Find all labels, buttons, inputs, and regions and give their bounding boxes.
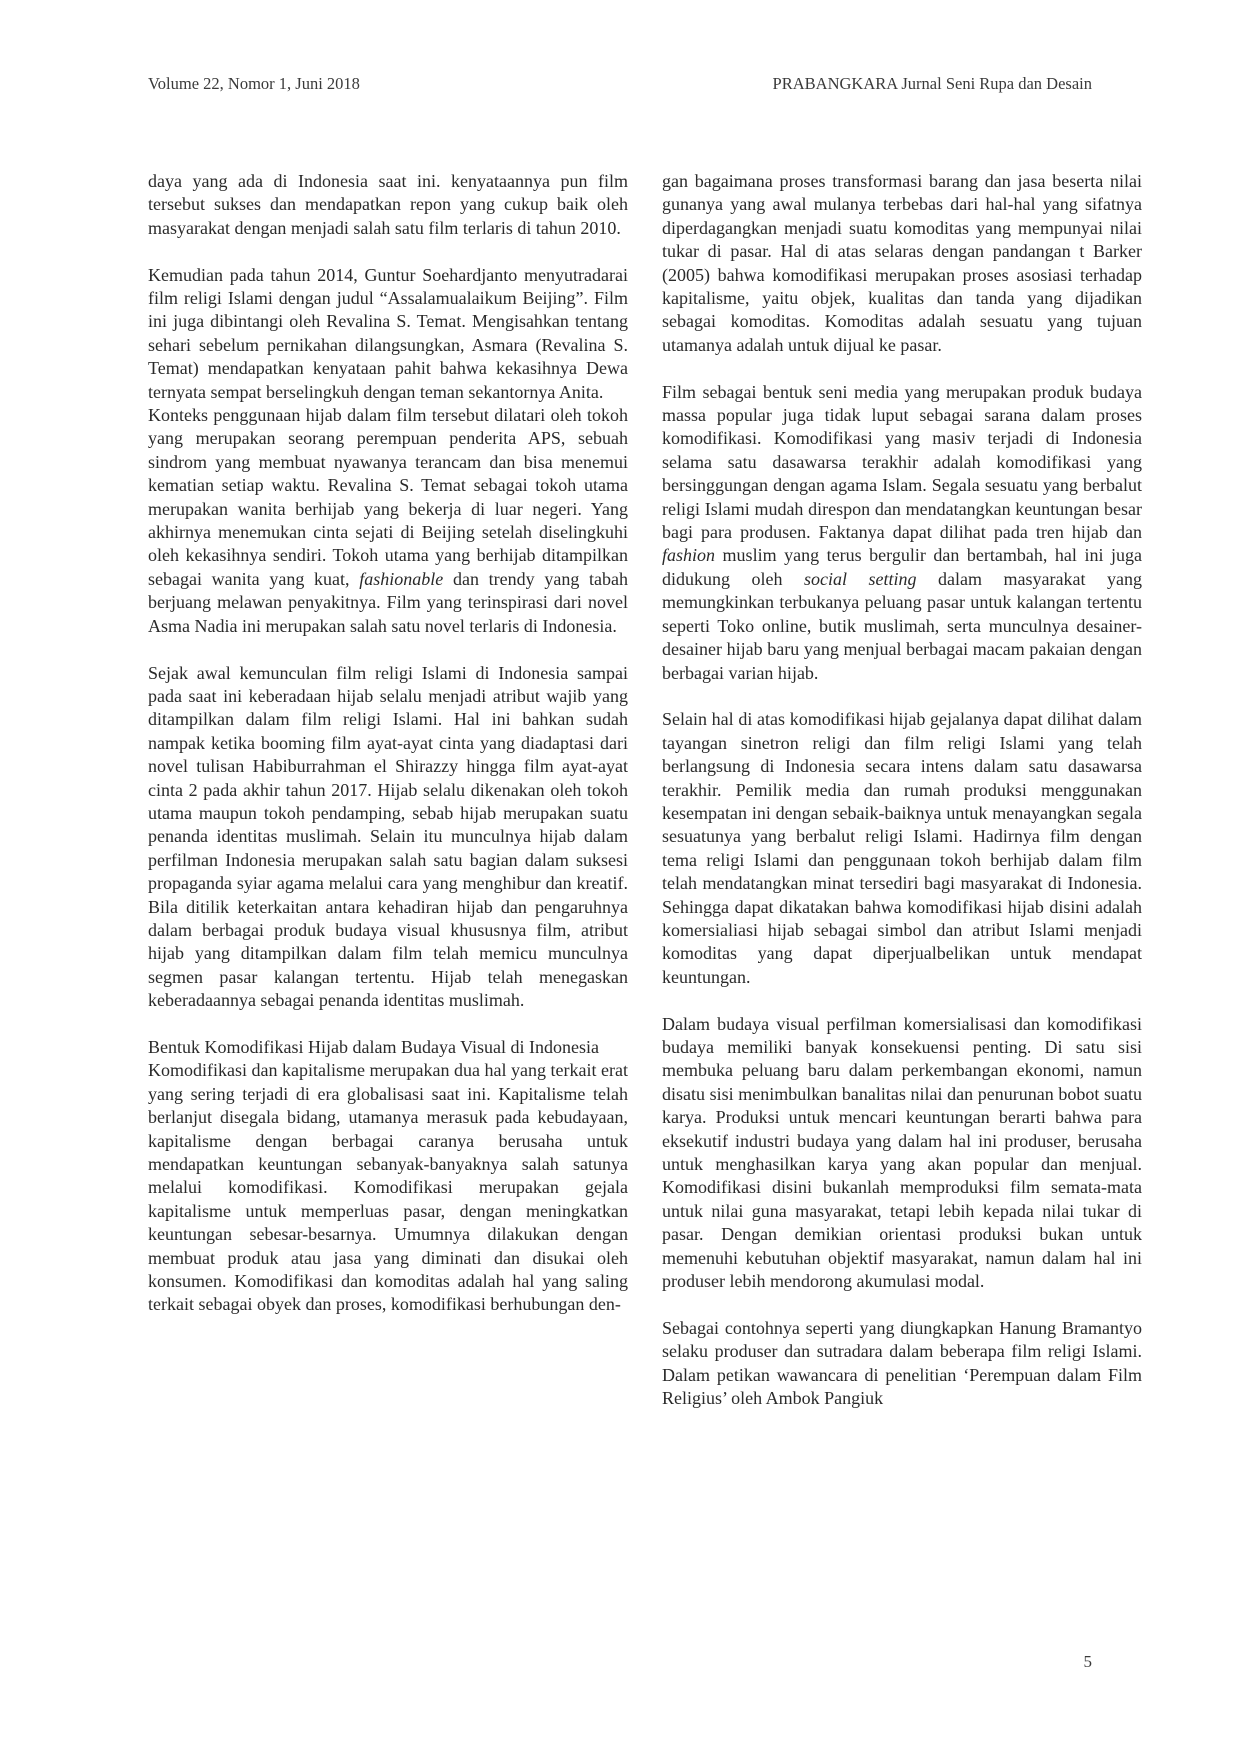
- paragraph: Selain hal di atas komodifikasi hijab gejalanya dapat dilihat dalam tayangan sinetron religi dan film religi Islami yang telah berlangsung di Indonesia secara intens dalam satu dasawarsa terakhir. Pemilik media dan rumah produksi menggunakan kesempatan ini dengan sebaik-baiknya untuk menayangkan segala sesuatunya yang berbalut religi Islami. Hadirnya film dengan tema religi Islami dan penggunaan tokoh berhijab dalam film telah mendatangkan minat tersediri bagi masyarakat di Indonesia. Sehingga dapat dikatakan bahwa komodifikasi hijab disini adalah komersialiasi hijab sebagai simbol dan atribut Islami menjadi komoditas yang dapat diperjualbelikan untuk mendapat keuntungan.: [662, 709, 1142, 987]
- paragraph: [662, 381, 1142, 685]
- paragraph: daya yang ada di Indonesia saat ini. kenyataannya pun film tersebut sukses dan mendapatkan repon yang cukup baik oleh masyarakat dengan menjadi salah satu film terlaris di tahun 2010.: [148, 171, 628, 238]
- paragraph-text: dan trendy yang tabah berjuang melawan penyakitnya. Film yang terinspirasi dari novel Asma Nadia ini merupakan salah satu novel terlaris di Indonesia.: [148, 568, 628, 636]
- italic-term: social setting: [804, 568, 917, 589]
- paragraph: [148, 404, 628, 638]
- right-column: [662, 170, 1142, 1410]
- journal-name: PRABANGKARA Jurnal Seni Rupa dan Desain: [772, 74, 1092, 93]
- paragraph: gan bagaimana proses transformasi barang dan jasa beserta nilai gunanya yang awal mulanya terbebas dari hal-hal yang sifatnya diperdagangkan menjadi suatu komoditas yang mempunyai nilai tukar di pasar. Hal di atas selaras dengan pandangan t Barker (2005) bahwa komodifikasi merupakan proses asosiasi terhadap kapitalisme, yaitu objek, kualitas dan tanda yang dijadikan sebagai komoditas. Komoditas adalah sesuatu yang tujuan utamanya adalah untuk dijual ke pasar.: [662, 171, 1142, 355]
- running-header: [148, 74, 1092, 98]
- journal-volume: Volume 22, Nomor 1, Juni 2018: [148, 74, 360, 93]
- section-heading: Bentuk Komodifikasi Hijab dalam Budaya Visual di Indonesia: [148, 1036, 600, 1057]
- italic-term: fashion: [662, 545, 716, 566]
- paragraph: Kemudian pada tahun 2014, Guntur Soehardjanto menyutradarai film religi Islami dengan judul “Assalamualaikum Beijing”. Film ini juga dibintangi oleh Revalina S. Temat. Mengisahkan tentang sehari sebelum pernikahan dilangsungkan, Asmara (Revalina S. Temat) mendapatkan kenyataan pahit bahwa kekasihnya Dewa ternyata sempat berselingkuh dengan teman sekantornya Anita.: [148, 264, 628, 402]
- paragraph: Dalam budaya visual perfilman komersialisasi dan komodifikasi budaya memiliki banyak konsekuensi penting. Di satu sisi membuka peluang baru dalam perkembangan ekonomi, namun disatu sisi menimbulkan banalitas nilai dan penurunan bobot suatu karya. Produksi untuk mencari keuntungan berarti bahwa para eksekutif industri budaya yang dalam hal ini produser, berusaha untuk menghasilkan karya yang akan popular dan menjual. Komodifikasi disini bukanlah memproduksi film semata-mata untuk nilai guna masyarakat, tetapi lebih kepada nilai tukar di pasar. Dengan demikian orientasi produksi bukan untuk memenuhi kebutuhan objektif masyarakat, namun dalam hal ini produser lebih mendorong akumulasi modal.: [662, 1013, 1142, 1292]
- paragraph: Sejak awal kemunculan film religi Islami di Indonesia sampai pada saat ini keberadaan hijab selalu menjadi atribut wajib yang ditampilkan dalam film religi Islami. Hal ini bahkan sudah nampak ketika booming film ayat-ayat cinta yang diadaptasi dari novel tulisan Habiburrahman el Shirazzy hingga film ayat-ayat cinta 2 pada akhir tahun 2017. Hijab selalu dikenakan oleh tokoh utama maupun tokoh pendamping, sebab hijab merupakan suatu penanda identitas muslimah. Selain itu munculnya hijab dalam perfilman Indonesia merupakan salah satu bagian dalam suksesi propaganda syiar agama melalui cara yang menghibur dan kreatif. Bila ditilik keterkaitan antara kehadiran hijab dan pengaruhnya dalam berbagai produk budaya visual khususnya film, atribut hijab yang ditampilkan dalam film telah memicu munculnya segmen pasar kalangan tertentu. Hijab telah menegaskan keberadaannya sebagai penanda identitas muslimah.: [148, 662, 628, 1011]
- paragraph: Sebagai contohnya seperti yang diungkapkan Hanung Bramantyo selaku produser dan sutradara dalam beberapa film religi Islami. Dalam petikan wawancara di penelitian ‘Perempuan dalam Film Religius’ oleh Ambok Pangiuk: [662, 1317, 1142, 1409]
- left-column: [148, 170, 628, 1317]
- paragraph-text: dalam masyarakat yang memungkinkan terbukanya peluang pasar untuk kalangan tertentu seperti Toko online, butik muslimah, serta munculnya desainer-desainer hijab baru yang menjual berbagai macam pakaian dengan berbagai varian hijab.: [662, 568, 1142, 683]
- italic-term: fashionable: [359, 568, 444, 589]
- paragraph-text: Konteks penggunaan hijab dalam film tersebut dilatari oleh tokoh yang merupakan seorang perempuan penderita APS, sebuah sindrom yang membuat nyawanya terancam dan bisa menemui kematian setiap waktu. Revalina S. Temat sebagai tokoh utama merupakan wanita berhijab yang bekerja di luar negeri. Yang akhirnya menemukan cinta sejati di Beijing setelah diselingkuhi oleh kekasihnya sendiri. Tokoh utama yang berhijab ditampilkan sebagai wanita yang kuat,: [148, 405, 628, 589]
- paragraph-text: Film sebagai bentuk seni media yang merupakan produk budaya massa popular juga tidak luput sebagai sarana dalam proses komodifikasi. Komodifikasi yang masiv terjadi di Indonesia selama satu dasawarsa terakhir adalah komodifikasi yang bersinggungan dengan agama Islam. Segala sesuatu yang berbalut religi Islami mudah direspon dan mendatangkan keuntungan besar bagi para produsen. Faktanya dapat dilihat pada tren hijab dan: [662, 381, 1142, 543]
- page-number: 5: [1083, 1652, 1092, 1671]
- paragraph: Komodifikasi dan kapitalisme merupakan dua hal yang terkait erat yang sering terjadi di era globalisasi saat ini. Kapitalisme telah berlanjut disegala bidang, utamanya merasuk pada kebudayaan, kapitalisme dengan berbagai caranya berusaha untuk mendapatkan keuntungan sebanyak-banyaknya salah satunya melalui komodifikasi. Komodifikasi merupakan gejala kapitalisme untuk memperluas pasar, dengan meningkatkan keuntungan sebesar-besarnya. Umumnya dilakukan dengan membuat produk atau jasa yang diminati dan disukai oleh konsumen. Komodifikasi dan komoditas adalah hal yang saling terkait sebagai obyek dan proses, komodifikasi berhubungan den-: [148, 1060, 628, 1315]
- paragraph-text: muslim yang terus bergulir dan bertambah, hal ini juga didukung oleh: [662, 545, 1142, 589]
